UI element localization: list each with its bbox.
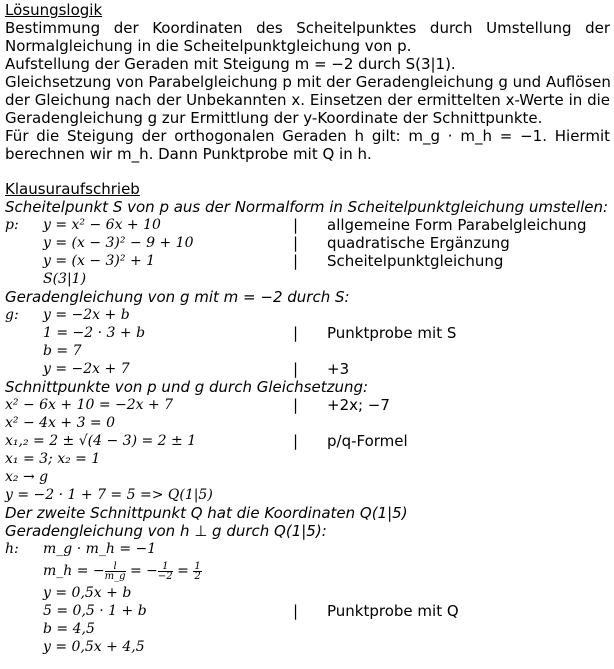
equation: 1 = −2 · 3 + b bbox=[43, 325, 146, 341]
logic-line: berechnen wir m_h. Dann Punktprobe mit Q in h. bbox=[5, 145, 372, 163]
equation: y = (x − 3)² + 1 bbox=[43, 253, 156, 269]
annotation: +2x; −7 bbox=[327, 396, 390, 414]
logic-line: Gleichsetzung von Parabelgleichung p mit der Geradengleichung g und Auflösen bbox=[5, 73, 611, 91]
equation: m_g · m_h = −1 bbox=[43, 541, 157, 557]
label-p: p: bbox=[5, 217, 19, 233]
annotation: allgemeine Form Parabelgleichung bbox=[327, 216, 587, 234]
separator: | bbox=[293, 252, 299, 270]
logic-line: Geradengleichung g zur Ermittlung der y-Koordinate der Schnittpunkte. bbox=[5, 109, 543, 127]
heading-loesungslogik: Lösungslogik bbox=[5, 1, 103, 19]
separator: | bbox=[293, 234, 299, 252]
annotation: Punktprobe mit Q bbox=[327, 602, 459, 620]
logic-line: Für die Steigung der orthogonalen Geraden h gilt: m_g · m_h = −1. Hiermit bbox=[5, 127, 610, 145]
separator: | bbox=[293, 216, 299, 234]
denominator: −2 bbox=[157, 570, 173, 582]
section-title: Geradengleichung von g mit m = −2 durch S: bbox=[5, 288, 350, 306]
equation: x² − 6x + 10 = −2x + 7 bbox=[5, 397, 174, 413]
equation: S(3|1) bbox=[43, 271, 87, 287]
numerator: l bbox=[105, 562, 126, 572]
equation: x₁,₂ = 2 ± √(4 − 3) = 2 ± 1 bbox=[5, 433, 197, 449]
equation: y = x² − 6x + 10 bbox=[43, 217, 161, 233]
eq-part: m_h = − bbox=[43, 563, 105, 579]
equation: y = −2x + b bbox=[43, 307, 130, 323]
section-title: Geradengleichung von h ⊥ g durch Q(1|5): bbox=[5, 522, 327, 540]
separator: | bbox=[293, 432, 299, 450]
annotation: quadratische Ergänzung bbox=[327, 234, 510, 252]
denominator: 2 bbox=[194, 570, 201, 582]
section-title: Scheitelpunkt S von p aus der Normalform in Scheitelpunktgleichung umstellen: bbox=[5, 198, 609, 216]
separator: | bbox=[293, 324, 299, 342]
numerator: 1 bbox=[158, 562, 173, 572]
separator: | bbox=[293, 396, 299, 414]
logic-line: der Gleichung nach der Unbekannten x. Einsetzen der ermittelten x-Werte in die bbox=[5, 91, 610, 109]
section-title: Schnittpunkte von p und g durch Gleichsetzung: bbox=[5, 378, 369, 396]
annotation: p/q-Formel bbox=[327, 432, 408, 450]
logic-line: Aufstellung der Geraden mit Steigung m = −2 durch S(3|1). bbox=[5, 55, 456, 73]
fraction bbox=[105, 562, 126, 581]
eq-part: = − bbox=[125, 563, 158, 579]
equation: 5 = 0,5 · 1 + b bbox=[43, 603, 147, 619]
annotation: Scheitelpunktgleichung bbox=[327, 252, 504, 270]
equation-fraction bbox=[43, 558, 202, 584]
heading-klausuraufschrieb: Klausuraufschrieb bbox=[5, 180, 140, 198]
separator: | bbox=[293, 602, 299, 620]
label-h: h: bbox=[5, 541, 19, 557]
logic-line: Normalgleichung in die Scheitelpunktgleichung von p. bbox=[5, 37, 412, 55]
annotation: Punktprobe mit S bbox=[327, 324, 457, 342]
conclusion: Der zweite Schnittpunkt Q hat die Koordinaten Q(1|5) bbox=[5, 504, 408, 522]
equation: y = (x − 3)² − 9 + 10 bbox=[43, 235, 194, 251]
equation: y = −2x + 7 bbox=[43, 361, 130, 377]
equation: y = −2 · 1 + 7 = 5 => Q(1|5) bbox=[5, 487, 213, 503]
annotation: +3 bbox=[327, 360, 350, 378]
equation: x² − 4x + 3 = 0 bbox=[5, 415, 116, 431]
equation: y = 0,5x + b bbox=[43, 585, 132, 601]
numerator: 1 bbox=[194, 560, 201, 572]
fraction bbox=[158, 562, 173, 581]
fraction bbox=[193, 562, 201, 581]
equation: x₂ → g bbox=[5, 469, 49, 485]
separator: | bbox=[293, 360, 299, 378]
denominator: m_g bbox=[104, 570, 126, 582]
eq-part: = bbox=[172, 563, 194, 579]
logic-line: Bestimmung der Koordinaten des Scheitelpunktes durch Umstellung der bbox=[5, 19, 610, 37]
equation: y = 0,5x + 4,5 bbox=[43, 639, 145, 655]
equation: b = 4,5 bbox=[43, 621, 95, 637]
label-g: g: bbox=[5, 307, 19, 323]
equation: b = 7 bbox=[43, 343, 82, 359]
equation: x₁ = 3; x₂ = 1 bbox=[5, 451, 101, 467]
